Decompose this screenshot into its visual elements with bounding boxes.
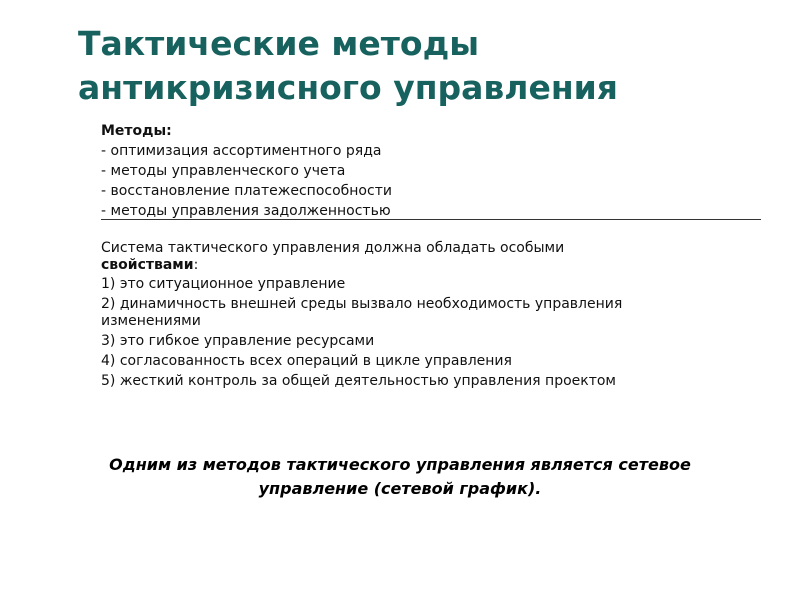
system-properties-section bbox=[101, 240, 761, 391]
slide-title-line-2: антикризисного управления bbox=[78, 68, 618, 107]
methods-section bbox=[101, 121, 761, 221]
system-intro-emphasis: свойствами bbox=[101, 257, 194, 273]
slide-title bbox=[78, 22, 758, 110]
methods-list-item: - методы управленческого учета bbox=[101, 163, 346, 179]
methods-list-item: - восстановление платежеспособности bbox=[101, 183, 392, 199]
conclusion-line-1: Одним из методов тактического управления является сетевое bbox=[109, 455, 691, 474]
system-intro-line-2 bbox=[101, 257, 761, 274]
methods-list-item: - оптимизация ассортиментного ряда bbox=[101, 143, 382, 159]
system-intro-line-1: Система тактического управления должна обладать особыми bbox=[101, 240, 565, 256]
conclusion-line-2: управление (сетевой график). bbox=[258, 479, 542, 498]
slide-title-line-1: Тактические методы bbox=[78, 24, 480, 63]
conclusion-text bbox=[40, 453, 760, 501]
property-list-item: 3) это гибкое управление ресурсами bbox=[101, 333, 375, 349]
property-list-item: 1) это ситуационное управление bbox=[101, 276, 346, 292]
property-list-item bbox=[101, 296, 761, 330]
methods-heading: Методы: bbox=[101, 123, 172, 139]
property-list-item: 5) жесткий контроль за общей деятельностью управления проектом bbox=[101, 373, 616, 389]
property-2-line-2: изменениями bbox=[101, 313, 201, 329]
system-intro-colon: : bbox=[193, 257, 199, 273]
property-2-line-1: 2) динамичность внешней среды вызвало необходимость управления bbox=[101, 296, 623, 312]
system-intro bbox=[101, 240, 761, 274]
methods-list-item: - методы управления задолженностью bbox=[101, 203, 391, 219]
property-list-item: 4) согласованность всех операций в цикле управления bbox=[101, 353, 512, 369]
horizontal-divider bbox=[101, 219, 761, 220]
